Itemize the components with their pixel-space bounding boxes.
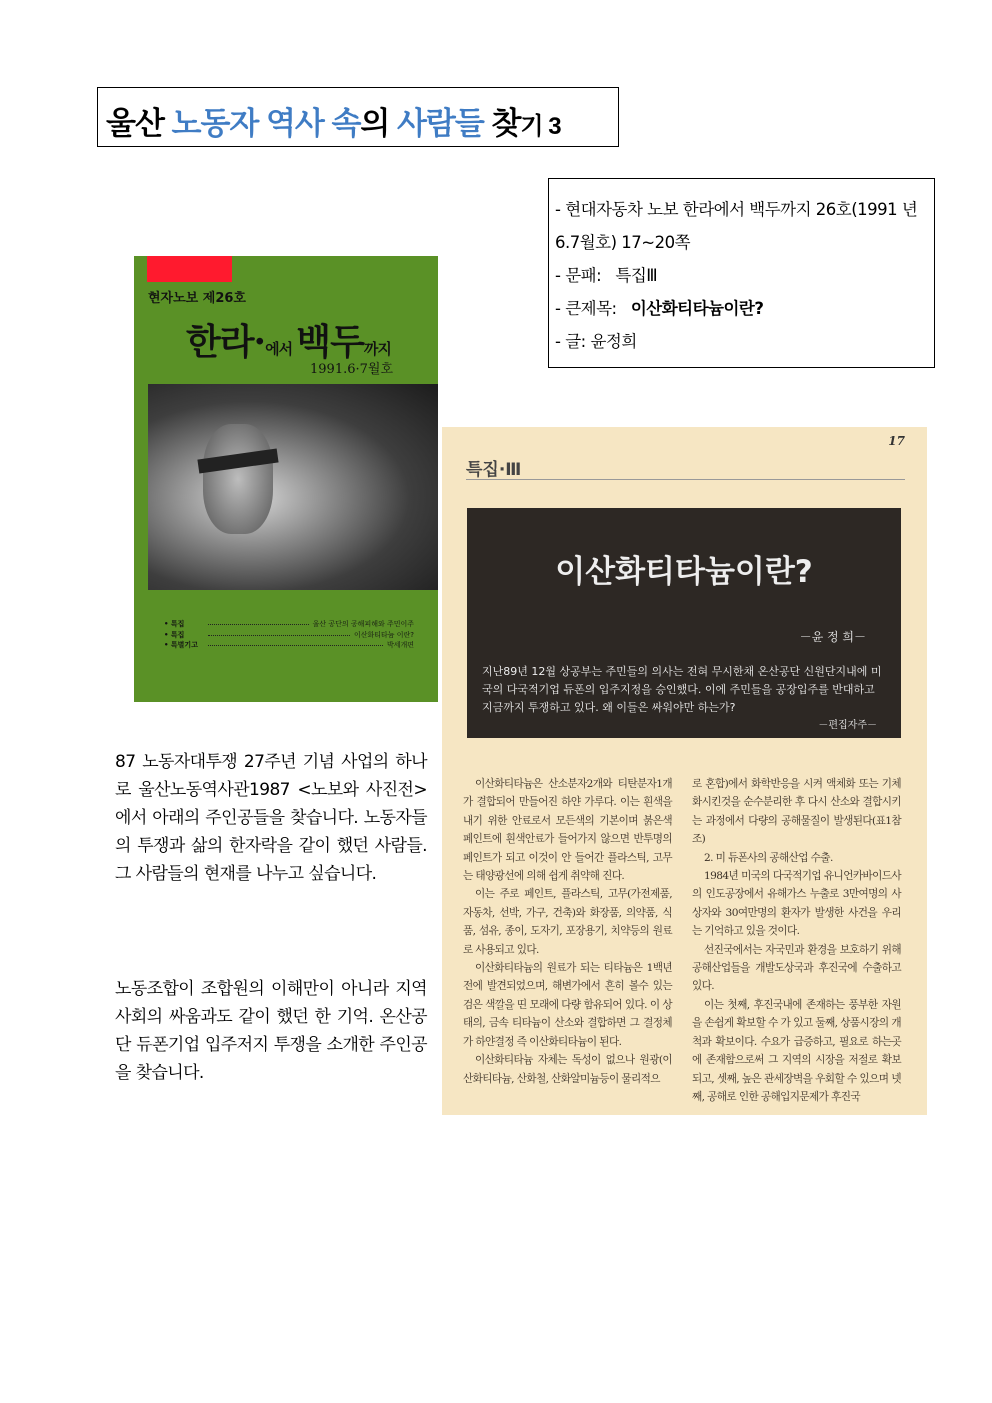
magazine-cover-image	[134, 256, 438, 702]
paragraph: 1984년 미국의 다국적기업 유니언카바이드사의 인도공장에서 유해가스 누출로 3만여명의 사상자와 30여만명의 환자가 발생한 사건을 우리는 기억하고 있을 것이다.	[692, 870, 901, 938]
value: 이산화티타늄이란?	[630, 299, 764, 318]
cover-toc-item	[164, 640, 414, 650]
paragraph: 이산화티타늄의 원료가 되는 티타늄은 1백년전에 발견되었으며, 해변가에서 흔히 볼수 있는 검은 색깔을 띤 모래에 다량 함유되어 있다. 이 상태의, 금속 티타늄이 산소와 결합하면 그 결정체가 하얀결정 즉 이산화티타늄이 된다.	[463, 962, 672, 1048]
title-part: 노동자 역사 속	[171, 106, 361, 141]
cover-toc-item	[164, 630, 414, 640]
article-scan-image	[442, 427, 927, 1115]
page-title	[106, 98, 561, 143]
divider	[466, 479, 905, 480]
label: - 큰제목:	[555, 299, 617, 318]
toc-label: • 특집	[164, 620, 185, 628]
toc-label: • 특별기고	[164, 641, 198, 649]
title-box	[97, 87, 619, 147]
title-part: 기 3	[520, 113, 561, 140]
headline-line	[555, 292, 928, 325]
toc-leader	[208, 645, 383, 646]
intro-paragraph: 87 노동자대투쟁 27주년 기념 사업의 하나로 울산노동역사관1987 <노보와 사진전>에서 아래의 주인공들을 찾습니다. 노동자들의 투쟁과 삶의 한자락을 같이 했던 사람들. 그 사람들의 현재를 나누고 싶습니다.	[115, 752, 427, 884]
page-number: 17	[888, 434, 905, 448]
protest-photo	[148, 384, 438, 590]
paragraph: 이산화티타늄 자체는 독성이 없으나 원광(이산화티타늄, 산화철, 산화알미늄등이 물리적으	[463, 1054, 672, 1085]
article-column-left	[463, 775, 672, 1088]
title-part: 의	[360, 106, 397, 141]
author-line: - 글: 윤정희	[555, 332, 637, 351]
article-author: －윤 정 희－	[799, 630, 866, 644]
paragraph: 이는 주로 페인트, 플라스틱, 고무(가전제품, 자동차, 선박, 가구, 건축)와 화장품, 의약품, 식품, 섬유, 종이, 도자기, 포장용기, 치약등의 원료로 사용되고 있다.	[463, 888, 672, 956]
toc-value: 박세개편	[386, 641, 414, 649]
toc-value: 울산 공단의 공해피해와 주민이주	[312, 620, 414, 628]
paragraph: 이는 첫째, 후진국내에 존재하는 풍부한 자원을 손쉽게 확보할 수 가 있고 둘째, 상품시장의 개척과 확보이다. 수요가 급증하고, 필요로 하는곳에 존재함으로써 그 지역의 시장을 저절로 확보되고, 셋째, 높은 관세장벽을 우회할 수 있으며 넷째, 공해로 인한 공해입지문제가 후진국	[692, 998, 901, 1103]
title-part: 찾	[483, 106, 521, 141]
cover-title-part: 에서	[265, 340, 297, 358]
paragraph: 로 혼합)에서 화학반응을 시켜 액체화 또는 기체화시킨것을 순수분리한 후 다시 산소와 결합시키는 과정에서 다량의 공해물질이 발생된다(표1참조)	[692, 778, 901, 846]
source-info-box	[548, 178, 935, 368]
toc-label: • 특집	[164, 631, 185, 639]
cover-issue: 현자노보 제26호	[148, 291, 246, 306]
section-label: 특집·Ⅲ	[466, 460, 522, 480]
toc-value: 이산화티타늄 이란?	[353, 631, 414, 639]
paragraph: 선진국에서는 자국민과 환경을 보호하기 위해 공해산업들을 개발도상국과 후진국에 수출하고 있다.	[692, 943, 901, 993]
cover-date: 1991.6·7월호	[310, 362, 394, 377]
cover-title-part: 까지	[363, 340, 391, 358]
subheading: 2. 미 듀폰사의 공해산업 수출.	[704, 851, 833, 864]
article-lead: 지난89년 12월 상공부는 주민들의 의사는 전혀 무시한채 온산공단 신원단지내에 미국의 다국적기업 듀폰의 입주지정을 승인했다. 이에 주민들을 공장입주를 반대하고 지금까지 투쟁하고 있다. 왜 이들은 싸워야만 하는가?	[482, 665, 882, 714]
editor-note: －편집자주－	[818, 720, 877, 731]
red-block	[147, 256, 232, 282]
article-headline: 이산화티타늄이란?	[555, 554, 813, 590]
source-line: - 현대자동차 노보 한라에서 백두까지 26호(1991 년 6.7월호) 17~20쪽	[555, 200, 918, 252]
intro-paragraph: 노동조합이 조합원의 이해만이 아니라 지역사회의 싸움과도 같이 했던 한 기억. 온산공단 듀폰기업 입주저지 투쟁을 소개한 주인공을 찾습니다.	[115, 979, 427, 1083]
cover-title-part: 백두	[296, 321, 364, 363]
title-part: 사람들	[396, 106, 484, 141]
cover-title-part: 한라·	[186, 321, 266, 363]
label: - 문패:	[555, 266, 602, 285]
toc-leader	[208, 635, 350, 636]
cover-toc-item	[164, 619, 414, 629]
article-column-right	[692, 775, 901, 1106]
value: 특집Ⅲ	[615, 266, 658, 285]
paragraph: 이산화티타늄은 산소분자2개와 티탄분자1개가 결합되어 만들어진 하얀 가루다. 이는 흰색을 내기 위한 안료로서 모든색의 기본이며 붉은색 페인트에 흰색안료가 들어가지 않으면 반투명의 페인트가 되고 이것이 안 들어간 플라스틱, 고무는 태양광선에 의해 쉽게 취약해 진다.	[463, 778, 672, 883]
title-part: 울산	[106, 106, 172, 141]
headline-banner	[467, 508, 901, 738]
protester-figure	[203, 424, 273, 534]
toc-leader	[208, 624, 309, 625]
category-line	[555, 259, 928, 292]
